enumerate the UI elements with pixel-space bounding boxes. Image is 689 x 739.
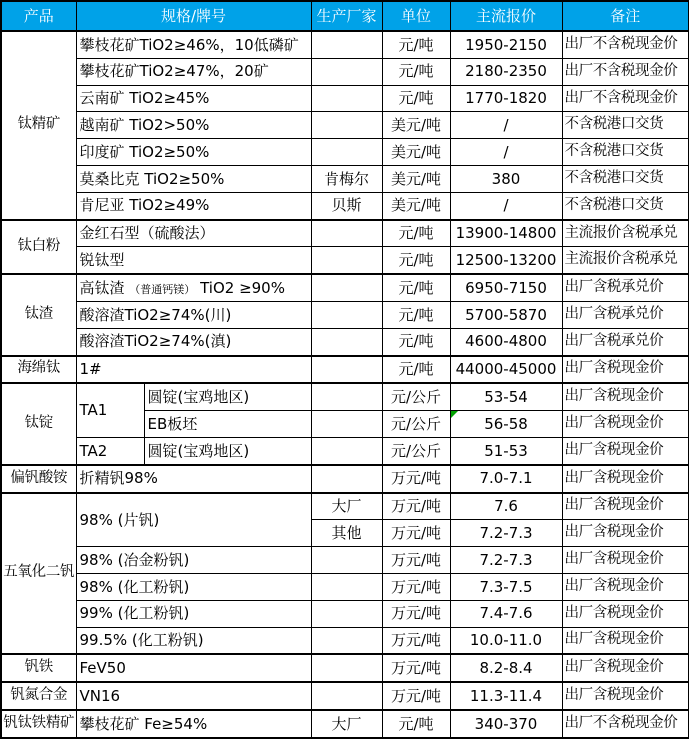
unit-cell: 元/吨 [382,58,450,85]
table-row [1,85,689,112]
price-cell: 2180-2350 [450,58,562,85]
price-cell: 10.0-11.0 [450,627,562,654]
spec-cell: 攀枝花矿TiO2≥47%，20矿 [76,58,311,85]
price-cell: 1950-2150 [450,31,562,58]
unit-cell: 万元/吨 [382,520,450,547]
manufacturer-cell: 贝斯 [311,192,382,219]
table-row [1,383,689,410]
grade-cell: TA2 [76,437,144,464]
manufacturer-cell [311,112,382,139]
manufacturer-cell: 肯梅尔 [311,165,382,192]
col-header-price: 主流报价 [450,1,562,31]
spec-cell: 98% (化工粉钒) [76,573,311,600]
spec-cell: 肯尼亚 TiO2≥49% [76,192,311,219]
manufacturer-cell [311,85,382,112]
spec-text: TiO2 ≥90% [200,278,285,297]
unit-cell: 万元/吨 [382,493,450,520]
manufacturer-cell [311,465,382,493]
price-cell: 4600-4800 [450,328,562,355]
spec-cell: VN16 [76,682,311,710]
note-cell: 出厂含税现金价 [562,682,689,710]
manufacturer-cell [311,58,382,85]
price-cell: 11.3-11.4 [450,682,562,710]
spec-cell: 攀枝花矿 Fe≥54% [76,710,311,738]
price-cell: 51-53 [450,437,562,464]
price-cell: 44000-45000 [450,356,562,384]
unit-cell: 元/吨 [382,31,450,58]
unit-cell: 元/吨 [382,274,450,301]
price-cell: / [450,139,562,166]
spec-cell: 98% (冶金粉钒) [76,547,311,574]
manufacturer-cell [311,627,382,654]
table-row [1,247,689,274]
table-row [1,192,689,219]
price-cell: 1770-1820 [450,85,562,112]
unit-cell: 美元/吨 [382,139,450,166]
spec-cell: 锐钛型 [76,247,311,274]
note-cell: 出厂含税现金价 [562,547,689,574]
price-cell: 380 [450,165,562,192]
spec-cell: 折精钒98% [76,465,311,493]
manufacturer-cell [311,301,382,328]
price-cell: 53-54 [450,383,562,410]
unit-cell: 元/吨 [382,247,450,274]
note-cell: 出厂含税现金价 [562,493,689,520]
manufacturer-cell [311,547,382,574]
note-cell: 出厂含税现金价 [562,411,689,438]
table-row [1,627,689,654]
spec-cell: 酸溶渣TiO2≥74%(滇) [76,328,311,355]
spec-cell [76,274,311,301]
col-header-manufacturer: 生产厂家 [311,1,382,31]
spec-detail-cell: EB板坯 [144,411,311,438]
note-cell: 出厂含税现金价 [562,654,689,682]
manufacturer-cell [311,139,382,166]
manufacturer-cell [311,654,382,682]
unit-cell: 元/吨 [382,85,450,112]
table-row [1,493,689,520]
price-cell: 5700-5870 [450,301,562,328]
manufacturer-cell [311,274,382,301]
manufacturer-cell [311,356,382,384]
grade-cell: TA1 [76,383,144,437]
table-row [1,356,689,384]
note-cell: 出厂含税现金价 [562,437,689,464]
spec-cell: 98% (片钒) [76,493,311,547]
price-cell: 7.3-7.5 [450,573,562,600]
note-cell: 出厂含税承兑价 [562,328,689,355]
table-row [1,654,689,682]
spec-detail-cell: 圆锭(宝鸡地区) [144,383,311,410]
price-cell: / [450,112,562,139]
manufacturer-cell: 其他 [311,520,382,547]
table-row [1,328,689,355]
note-cell: 出厂含税现金价 [562,465,689,493]
spec-small-text: （普通钙镁） [129,282,196,296]
spec-cell: 越南矿 TiO2>50% [76,112,311,139]
unit-cell: 万元/吨 [382,573,450,600]
price-cell: 7.2-7.3 [450,520,562,547]
product-group-cell: 钛精矿 [1,31,76,220]
unit-cell: 元/吨 [382,356,450,384]
unit-cell: 元/吨 [382,220,450,247]
manufacturer-cell [311,437,382,464]
col-header-spec: 规格/牌号 [76,1,311,31]
table-row [1,139,689,166]
table-row [1,573,689,600]
note-cell: 主流报价含税承兑 [562,220,689,247]
manufacturer-cell [311,31,382,58]
spec-cell: 莫桑比克 TiO2≥50% [76,165,311,192]
unit-cell: 元/吨 [382,710,450,738]
cell-comment-marker [451,411,458,418]
note-cell: 出厂含税现金价 [562,573,689,600]
unit-cell: 元/公斤 [382,411,450,438]
spec-cell: 印度矿 TiO2≥50% [76,139,311,166]
price-cell [450,411,562,438]
col-header-unit: 单位 [382,1,450,31]
price-cell: 340-370 [450,710,562,738]
unit-cell: 元/吨 [382,301,450,328]
price-cell: 6950-7150 [450,274,562,301]
unit-cell: 美元/吨 [382,112,450,139]
manufacturer-cell: 大厂 [311,493,382,520]
spec-cell: 酸溶渣TiO2≥74%(川) [76,301,311,328]
unit-cell: 万元/吨 [382,682,450,710]
product-group-cell: 海绵钛 [1,356,76,384]
spec-text: 高钛渣 [79,278,125,297]
manufacturer-cell [311,247,382,274]
unit-cell: 万元/吨 [382,465,450,493]
table-row [1,274,689,301]
product-group-cell: 五氧化二钒 [1,493,76,655]
note-cell: 出厂不含税现金价 [562,58,689,85]
manufacturer-cell [311,600,382,627]
unit-cell: 美元/吨 [382,192,450,219]
note-cell: 主流报价含税承兑 [562,247,689,274]
unit-cell: 万元/吨 [382,547,450,574]
spec-cell: 99.5% (化工粉钒) [76,627,311,654]
note-cell: 出厂含税现金价 [562,627,689,654]
product-group-cell: 钒铁 [1,654,76,682]
table-row [1,301,689,328]
note-cell: 出厂含税现金价 [562,356,689,384]
spec-cell: 云南矿 TiO2≥45% [76,85,311,112]
spec-cell: 金红石型（硫酸法） [76,220,311,247]
table-row [1,220,689,247]
manufacturer-cell [311,682,382,710]
product-group-cell: 钒氮合金 [1,682,76,710]
manufacturer-cell [311,220,382,247]
table-row [1,58,689,85]
unit-cell: 元/吨 [382,328,450,355]
note-cell: 不含税港口交货 [562,139,689,166]
unit-cell: 美元/吨 [382,165,450,192]
table-row [1,600,689,627]
table-row [1,682,689,710]
table-row [1,710,689,738]
note-cell: 出厂不含税现金价 [562,85,689,112]
table-row [1,547,689,574]
note-cell: 出厂含税现金价 [562,383,689,410]
note-cell: 出厂含税现金价 [562,520,689,547]
product-group-cell: 偏钒酸铵 [1,465,76,493]
manufacturer-cell: 大厂 [311,710,382,738]
header-row [1,1,689,31]
note-cell: 出厂不含税现金价 [562,710,689,738]
spec-cell: FeV50 [76,654,311,682]
price-cell: 12500-13200 [450,247,562,274]
product-group-cell: 钛白粉 [1,220,76,275]
price-cell: 8.2-8.4 [450,654,562,682]
note-cell: 不含税港口交货 [562,192,689,219]
price-cell: 13900-14800 [450,220,562,247]
manufacturer-cell [311,411,382,438]
price-cell: 7.4-7.6 [450,600,562,627]
col-header-note: 备注 [562,1,689,31]
table-row [1,437,689,464]
spec-detail-cell: 圆锭(宝鸡地区) [144,437,311,464]
table-row [1,31,689,58]
col-header-product: 产品 [1,1,76,31]
price-text: 56-58 [484,414,528,433]
note-cell: 出厂不含税现金价 [562,31,689,58]
unit-cell: 万元/吨 [382,627,450,654]
product-group-cell: 钒钛铁精矿 [1,710,76,738]
manufacturer-cell [311,328,382,355]
table-row [1,165,689,192]
unit-cell: 万元/吨 [382,654,450,682]
unit-cell: 元/公斤 [382,437,450,464]
manufacturer-cell [311,383,382,410]
manufacturer-cell [311,573,382,600]
price-cell: 7.0-7.1 [450,465,562,493]
price-cell: / [450,192,562,219]
unit-cell: 万元/吨 [382,600,450,627]
spec-cell: 攀枝花矿TiO2≥46%，10低磷矿 [76,31,311,58]
note-cell: 不含税港口交货 [562,165,689,192]
note-cell: 出厂含税承兑价 [562,301,689,328]
product-group-cell: 钛渣 [1,274,76,355]
note-cell: 出厂含税现金价 [562,600,689,627]
unit-cell: 元/公斤 [382,383,450,410]
table-row [1,112,689,139]
spec-cell: 99% (化工粉钒) [76,600,311,627]
note-cell: 不含税港口交货 [562,112,689,139]
spec-cell: 1# [76,356,311,384]
table-row [1,465,689,493]
price-cell: 7.6 [450,493,562,520]
note-cell: 出厂含税承兑价 [562,274,689,301]
price-cell: 7.2-7.3 [450,547,562,574]
product-group-cell: 钛锭 [1,383,76,464]
